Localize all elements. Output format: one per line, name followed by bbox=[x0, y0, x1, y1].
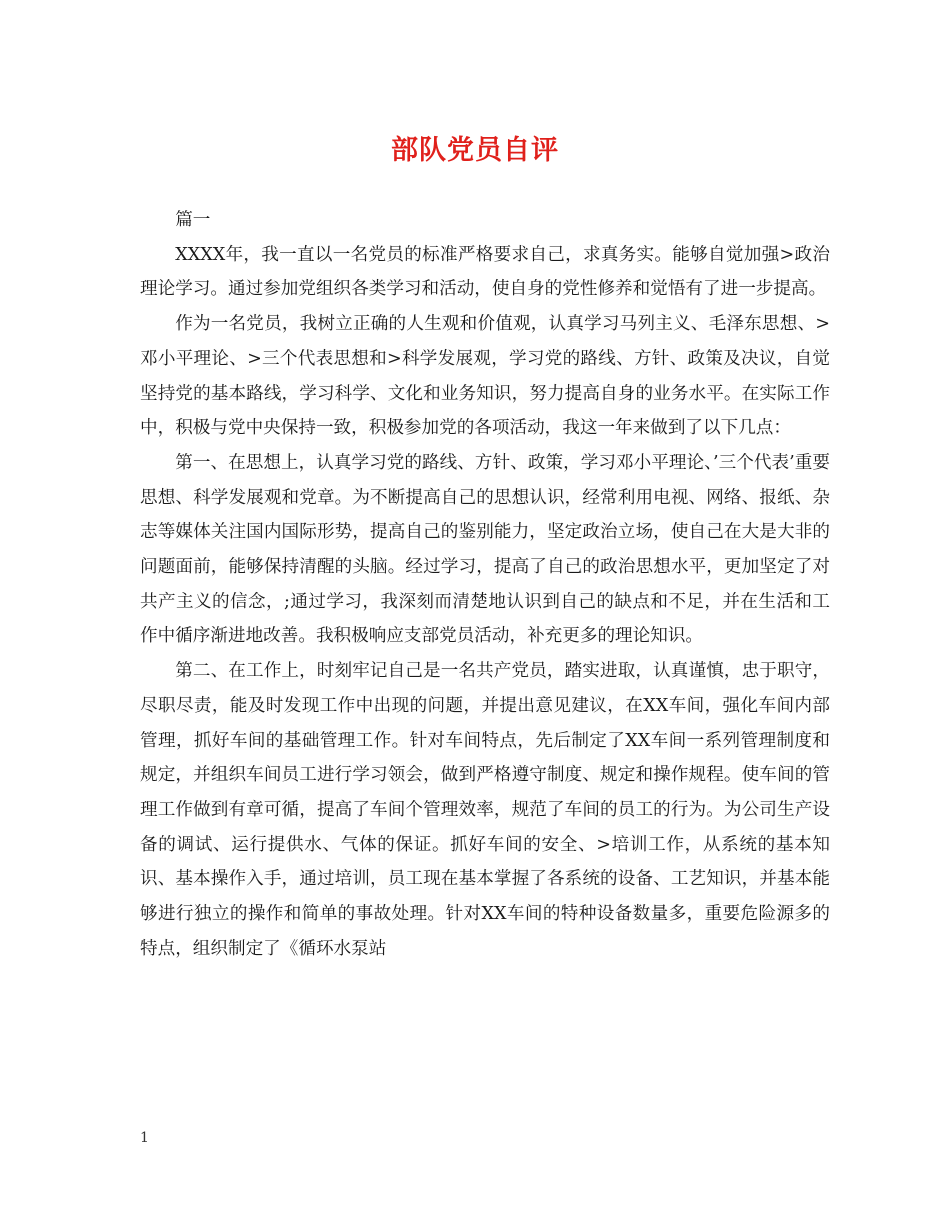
paragraph: 作为一名党员，我树立正确的人生观和价值观，认真学习马列主义、毛泽东思想、>邓小平理论、>三个代表思想和>科学发展观，学习党的路线、方针、政策及决议，自觉坚持党的基本路线，学习科学、文化和业务知识，努力提高自身的业务水平。在实际工作中，积极与党中央保持一致，积极参加党的各项活动，我这一年来做到了以下几点： bbox=[140, 314, 830, 439]
section-heading: 篇一 bbox=[175, 210, 211, 230]
document-title: 部队党员自评 bbox=[391, 135, 559, 166]
document-body bbox=[140, 203, 830, 966]
page-number: 1 bbox=[140, 1130, 149, 1146]
paragraph: 第一、在思想上，认真学习党的路线、方针、政策，学习邓小平理论、’三个代表’重要思想、科学发展观和党章。为不断提高自己的思想认识，经常利用电视、网络、报纸、杂志等媒体关注国内国际形势，提高自己的鉴别能力，坚定政治立场，使自己在大是大非的问题面前，能够保持清醒的头脑。经过学习，提高了自己的政治思想水平，更加坚定了对共产主义的信念，;通过学习，我深刻而清楚地认识到自己的缺点和不足，并在生活和工作中循序渐进地改善。我积极响应支部党员活动，补充更多的理论知识。 bbox=[140, 452, 830, 647]
paragraph: XXXX年，我一直以一名党员的标准严格要求自己，求真务实。能够自觉加强>政治理论学习。通过参加党组织各类学习和活动，使自身的党性修养和觉悟有了进一步提高。 bbox=[140, 244, 830, 300]
paragraph: 第二、在工作上，时刻牢记自己是一名共产党员，踏实进取，认真谨慎，忠于职守，尽职尽责，能及时发现工作中出现的问题，并提出意见建议，在XX车间，强化车间内部管理，抓好车间的基础管理工作。针对车间特点，先后制定了XX车间一系列管理制度和规定，并组织车间员工进行学习领会，做到严格遵守制度、规定和操作规程。使车间的管理工作做到有章可循，提高了车间个管理效率，规范了车间的员工的行为。为公司生产设备的调试、运行提供水、气体的保证。抓好车间的安全、>培训工作，从系统的基本知识、基本操作入手，通过培训，员工现在基本掌握了各系统的设备、工艺知识，并基本能够进行独立的操作和简单的事故处理。针对XX车间的特种设备数量多，重要危险源多的特点，组织制定了《循环水泵站 bbox=[140, 661, 830, 959]
